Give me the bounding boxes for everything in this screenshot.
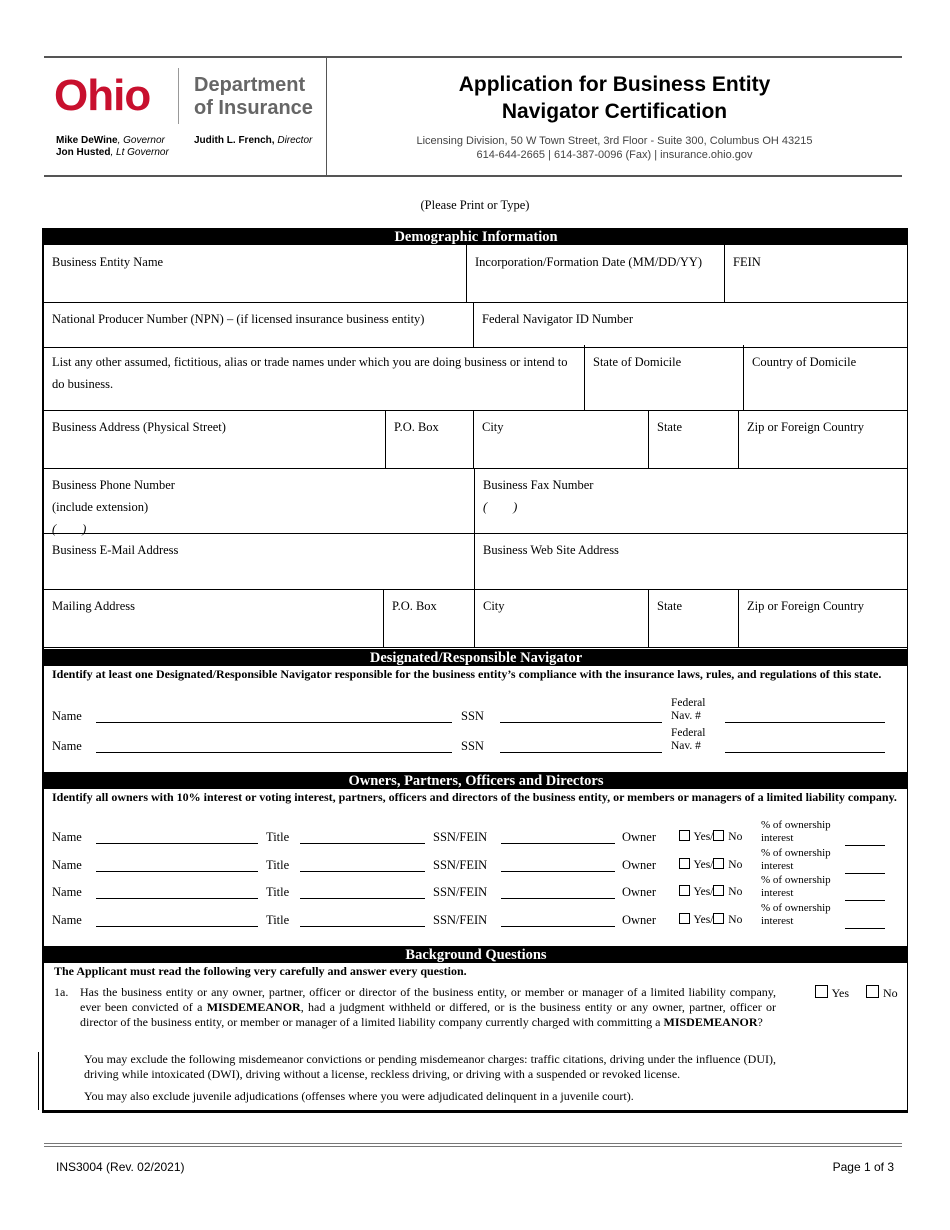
npn-field[interactable] [44, 302, 474, 348]
address-line1: Licensing Division, 50 W Town Street, 3rd Floor - Suite 300, Columbus OH 43215 [416, 135, 813, 147]
q1a-no-checkbox[interactable] [866, 985, 879, 998]
owner1-name-label: Name [52, 830, 82, 844]
q1a-part3: ? [757, 1015, 763, 1029]
owner3-owner-label: Owner [622, 885, 657, 899]
navigator1-ssn-label: SSN [461, 709, 484, 723]
owner2-ssn-fein-input[interactable] [501, 871, 615, 872]
owner3-pct-line2: interest [761, 887, 794, 899]
owner1-yes-label: Yes/ [693, 831, 714, 843]
lt-governor-name: Jon Husted [56, 147, 111, 158]
exclude-text-1: You may exclude the following misdemeanor convictions or pending misdemeanor charges: traffic citations, driving under the influence (DUI), driving while intoxicated (DWI), driving without a license, reckless driving, or driving with a suspended or revoked license. [84, 1052, 776, 1081]
navigator1-fed-nav-line2: Nav. # [671, 710, 701, 722]
owner4-pct-input[interactable] [845, 928, 885, 929]
owner1-no-checkbox[interactable] [713, 830, 724, 841]
other-names-label-line2: do business. [52, 377, 114, 391]
mailing-state-label: State [657, 599, 682, 613]
owner2-yes-no[interactable] [679, 858, 742, 871]
owner1-ssn-fein-label: SSN/FEIN [433, 830, 488, 844]
q1a-bold2: MISDEMEANOR [663, 1015, 758, 1029]
q1a-text [80, 985, 776, 1030]
owner4-ssn-fein-label: SSN/FEIN [433, 913, 488, 927]
owner3-ssn-fein-input[interactable] [501, 898, 615, 899]
navigator2-fed-nav-label [671, 727, 705, 753]
ohio-logo: Ohio [54, 71, 151, 120]
form-id: INS3004 (Rev. 02/2021) [56, 1160, 185, 1174]
owner2-no-checkbox[interactable] [713, 858, 724, 869]
navigator1-ssn-input[interactable] [500, 722, 662, 723]
business-phone-label-line2: (include extension) [52, 500, 149, 514]
owner3-yes-checkbox[interactable] [679, 885, 690, 896]
owner1-yes-no[interactable] [679, 830, 742, 843]
mailing-city-field[interactable] [475, 589, 649, 648]
q1a-number: 1a. [54, 985, 69, 999]
owner2-pct-input[interactable] [845, 873, 885, 874]
business-city-field[interactable] [474, 410, 649, 469]
header-bottom-rule [44, 175, 902, 177]
owner4-title-label: Title [266, 913, 290, 927]
business-po-box-label: P.O. Box [394, 420, 439, 434]
owner3-pct-line1: % of ownership [761, 874, 831, 886]
owner1-pct-line2: interest [761, 832, 794, 844]
business-state-field[interactable] [649, 410, 739, 469]
npn-label: National Producer Number (NPN) – (if licensed insurance business entity) [52, 312, 425, 326]
business-email-field[interactable] [44, 533, 475, 590]
background-heading: Background Questions [44, 946, 908, 963]
form-bottom-border [42, 1110, 908, 1113]
mailing-address-label: Mailing Address [52, 599, 135, 613]
governor-title: , Governor [117, 135, 165, 146]
owner1-pct-input[interactable] [845, 845, 885, 846]
owner1-name-input[interactable] [96, 843, 258, 844]
logo-divider [178, 68, 179, 124]
state-of-domicile-label: State of Domicile [593, 355, 682, 369]
business-phone-label-line1: Business Phone Number [52, 478, 175, 492]
navigator2-ssn-label: SSN [461, 739, 484, 753]
governor-name: Mike DeWine [56, 135, 118, 146]
navigator2-fed-nav-line1: Federal [671, 727, 706, 739]
q1a-bold1: MISDEMEANOR [206, 1000, 301, 1014]
navigator2-fed-nav-line2: Nav. # [671, 740, 701, 752]
owner2-name-label: Name [52, 858, 82, 872]
navigator2-name-input[interactable] [96, 752, 452, 753]
business-fax-field[interactable] [475, 468, 908, 534]
owner4-title-input[interactable] [300, 926, 425, 927]
phone-paren-close: ) [82, 522, 87, 536]
form-title-line2: Navigator Certification [501, 100, 728, 123]
owner2-ssn-fein-label: SSN/FEIN [433, 858, 488, 872]
owner2-yes-checkbox[interactable] [679, 858, 690, 869]
phone-paren-open: ( [52, 522, 57, 536]
fein-label: FEIN [733, 255, 761, 269]
business-phone-field[interactable] [44, 468, 475, 534]
owner4-no-label: No [728, 914, 743, 926]
fax-paren-close: ) [513, 500, 518, 514]
mailing-state-field[interactable] [649, 589, 739, 648]
country-of-domicile-label: Country of Domicile [752, 355, 857, 369]
owner3-name-input[interactable] [96, 898, 258, 899]
navigator-instruction: Identify at least one Designated/Responsible Navigator responsible for the business entity’s compliance with the insurance laws, rules, and regulations of this state. [52, 667, 882, 681]
owner1-pct-line1: % of ownership [761, 819, 831, 831]
form-title-line1: Application for Business Entity [458, 73, 771, 96]
owner4-name-input[interactable] [96, 926, 258, 927]
q1a-yes-option[interactable] [815, 985, 849, 1001]
q1a-yes-label: Yes [831, 986, 850, 1000]
owner4-yes-checkbox[interactable] [679, 913, 690, 924]
owner3-yes-label: Yes/ [693, 886, 714, 898]
owner4-yes-label: Yes/ [693, 914, 714, 926]
business-po-box-field[interactable] [386, 410, 474, 469]
navigator1-fed-nav-line1: Federal [671, 697, 706, 709]
q1a-yes-checkbox[interactable] [815, 985, 828, 998]
owner3-ssn-fein-label: SSN/FEIN [433, 885, 488, 899]
owner3-no-checkbox[interactable] [713, 885, 724, 896]
q1a-no-option[interactable] [866, 985, 898, 1001]
state-of-domicile-field[interactable] [585, 345, 744, 411]
header-top-rule [44, 56, 902, 58]
owner1-title-label: Title [266, 830, 290, 844]
owner4-yes-no[interactable] [679, 913, 742, 926]
federal-navigator-id-field[interactable] [474, 302, 908, 348]
business-entity-name-field[interactable] [44, 245, 467, 303]
owner4-pct-line1: % of ownership [761, 902, 831, 914]
navigator2-name-label: Name [52, 739, 82, 753]
exclude-text-2: You may also exclude juvenile adjudications (offenses where you were adjudicated delinquent in a juvenile court). [84, 1089, 634, 1103]
owner3-pct-input[interactable] [845, 900, 885, 901]
owner4-no-checkbox[interactable] [713, 913, 724, 924]
director-name: Judith L. French, [194, 135, 275, 146]
mailing-zip-field[interactable] [739, 589, 908, 648]
background-instruction: The Applicant must read the following very carefully and answer every question. [54, 964, 467, 978]
q1a-no-label: No [883, 986, 898, 1000]
owner1-title-input[interactable] [300, 843, 425, 844]
owner1-ssn-fein-input[interactable] [501, 843, 615, 844]
owner2-pct-line1: % of ownership [761, 847, 831, 859]
incorporation-date-label: Incorporation/Formation Date (MM/DD/YY) [475, 255, 703, 269]
owner3-name-label: Name [52, 885, 82, 899]
owner1-pct-label [761, 819, 831, 845]
mailing-city-label: City [483, 599, 505, 613]
business-zip-label: Zip or Foreign Country [747, 420, 865, 434]
owner3-pct-label [761, 874, 831, 900]
business-zip-field[interactable] [739, 410, 908, 469]
navigator1-fed-nav-label [671, 697, 705, 723]
owner3-no-label: No [728, 886, 743, 898]
other-names-label-line1: List any other assumed, fictitious, alias or trade names under which you are doing business or intend to [52, 355, 568, 369]
country-of-domicile-field[interactable] [744, 345, 908, 411]
business-email-label: Business E-Mail Address [52, 543, 179, 557]
owner2-title-input[interactable] [300, 871, 425, 872]
owner4-name-label: Name [52, 913, 82, 927]
business-website-field[interactable] [475, 533, 908, 590]
mailing-po-box-field[interactable] [384, 589, 475, 648]
owner4-ssn-fein-input[interactable] [501, 926, 615, 927]
owner1-yes-checkbox[interactable] [679, 830, 690, 841]
address-line2: 614-644-2665 | 614-387-0096 (Fax) | insurance.ohio.gov [476, 149, 753, 161]
navigator1-name-input[interactable] [96, 722, 452, 723]
owner4-owner-label: Owner [622, 913, 657, 927]
print-note: (Please Print or Type) [420, 198, 530, 212]
page-number: Page 1 of 3 [832, 1160, 894, 1174]
fax-paren-open: ( [483, 500, 488, 514]
business-address-label: Business Address (Physical Street) [52, 420, 226, 434]
navigator1-name-label: Name [52, 709, 82, 723]
owner3-title-input[interactable] [300, 898, 425, 899]
owner4-pct-label [761, 902, 831, 928]
owner4-pct-line2: interest [761, 915, 794, 927]
other-names-field[interactable] [44, 345, 585, 411]
footer-rule-2 [44, 1146, 902, 1147]
owner2-yes-label: Yes/ [693, 859, 714, 871]
owner2-pct-line2: interest [761, 860, 794, 872]
lt-governor-line [56, 147, 169, 159]
owner1-no-label: No [728, 831, 743, 843]
fein-field[interactable] [725, 245, 908, 303]
navigator2-ssn-input[interactable] [500, 752, 662, 753]
business-entity-name-label: Business Entity Name [52, 255, 164, 269]
background-side-rule [38, 1052, 39, 1110]
footer-rule-1 [44, 1143, 902, 1144]
business-fax-label: Business Fax Number [483, 478, 594, 492]
demographic-heading: Demographic Information [44, 228, 908, 245]
business-website-label: Business Web Site Address [483, 543, 619, 557]
owner2-pct-label [761, 847, 831, 873]
dept-line2: of Insurance [194, 97, 313, 119]
navigator2-fed-nav-input[interactable] [725, 752, 885, 753]
q1a-part1: Has the business entity or any owner, partner, officer or director of the business entity, or member or manager of a limited liability company, ever been convicted of a [80, 985, 776, 1014]
owner1-owner-label: Owner [622, 830, 657, 844]
owner2-no-label: No [728, 859, 743, 871]
business-state-label: State [657, 420, 682, 434]
q1a-part2: , had a judgment withheld or differed, or is the business entity or any owner, partner, officer or director of the business entity, or member or manager of a limited liability company currently charged with committing a [80, 1000, 776, 1029]
mailing-address-field[interactable] [44, 589, 384, 648]
director-line [194, 135, 312, 147]
director-title: Director [274, 135, 313, 146]
navigator-heading: Designated/Responsible Navigator [44, 649, 908, 666]
owners-heading: Owners, Partners, Officers and Directors [44, 772, 908, 789]
dept-line1: Department [194, 74, 306, 96]
owner2-title-label: Title [266, 858, 290, 872]
mailing-po-box-label: P.O. Box [392, 599, 437, 613]
owner3-title-label: Title [266, 885, 290, 899]
owner2-name-input[interactable] [96, 871, 258, 872]
lt-governor-title: , Lt Governor [110, 147, 169, 158]
owners-instruction: Identify all owners with 10% interest or voting interest, partners, officers and directors of the business entity, or members or managers of a limited liability company. [52, 790, 897, 804]
business-city-label: City [482, 420, 504, 434]
incorporation-date-field[interactable] [467, 245, 725, 303]
federal-navigator-id-label: Federal Navigator ID Number [482, 312, 633, 326]
navigator1-fed-nav-input[interactable] [725, 722, 885, 723]
owner3-yes-no[interactable] [679, 885, 742, 898]
owner2-owner-label: Owner [622, 858, 657, 872]
mailing-zip-label: Zip or Foreign Country [747, 599, 865, 613]
governor-line [56, 135, 165, 147]
business-address-field[interactable] [44, 410, 386, 469]
